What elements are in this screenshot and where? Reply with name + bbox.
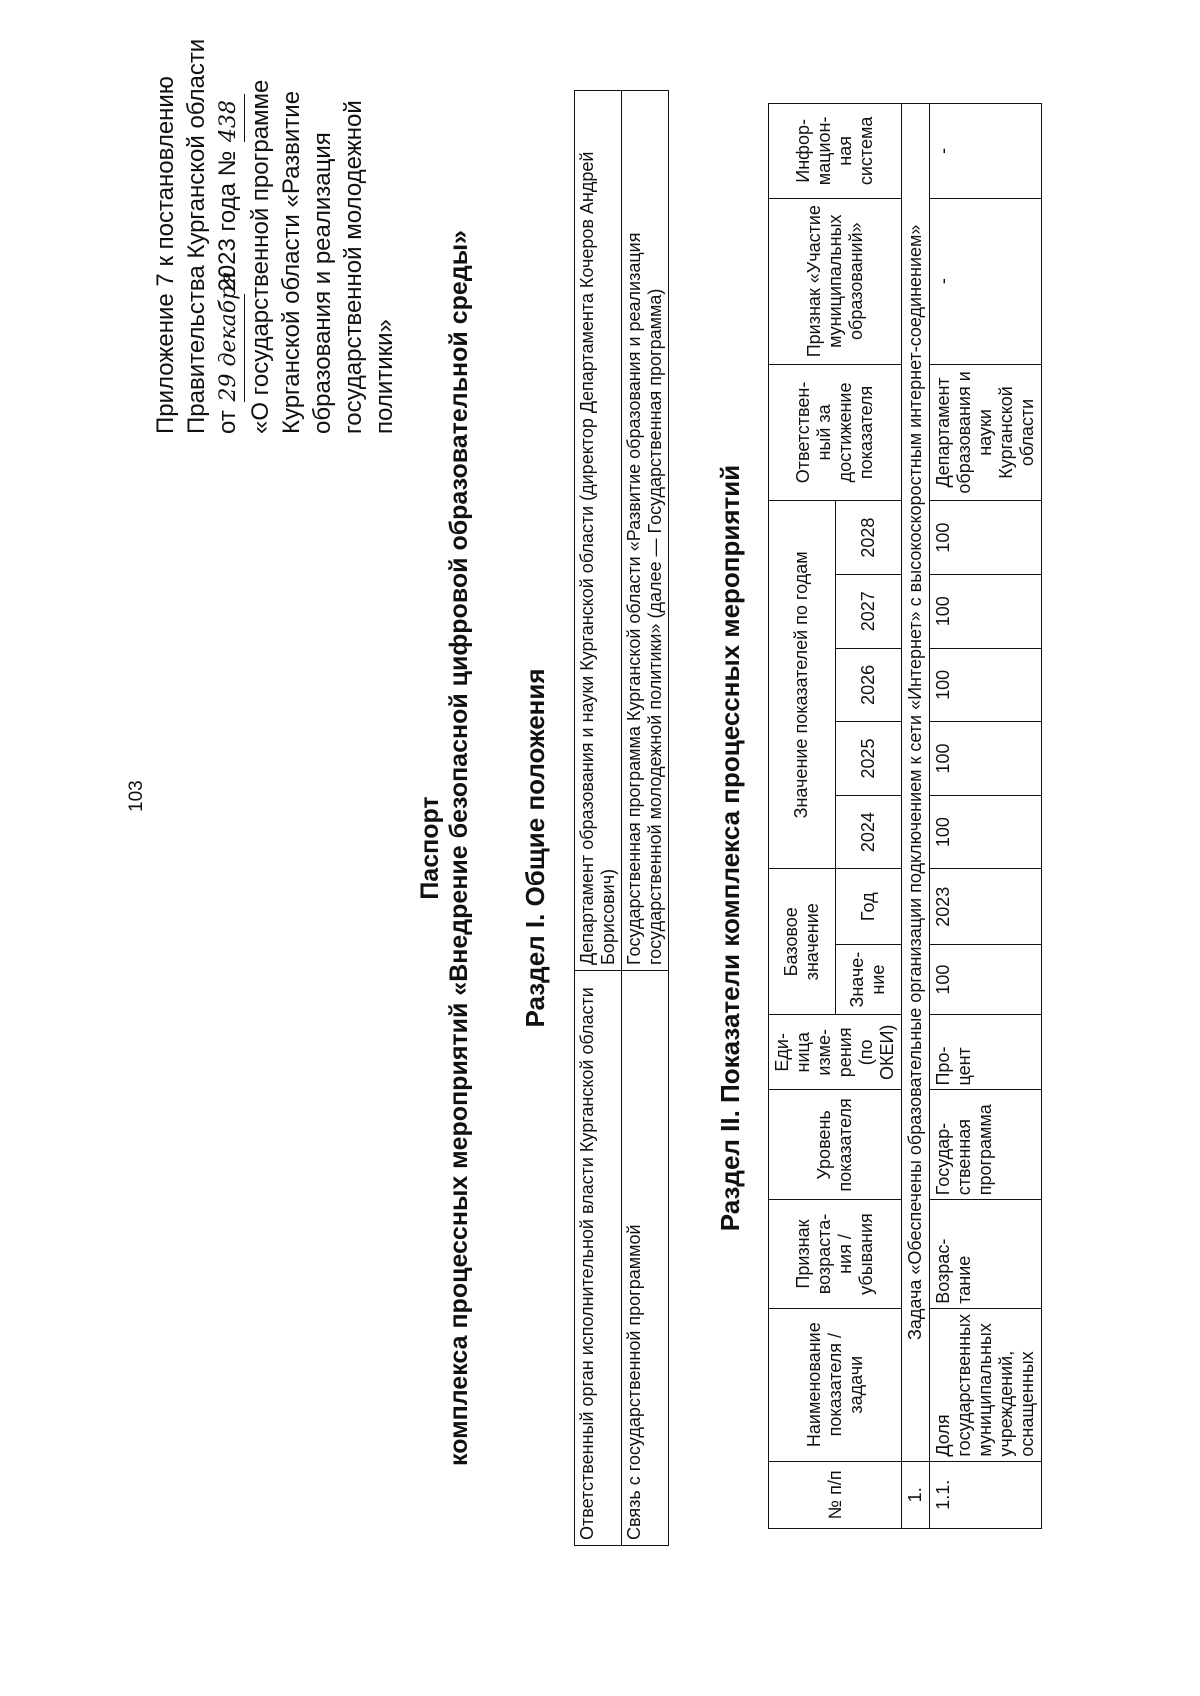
- cell-base-value: 100: [930, 945, 1042, 1015]
- appendix-line-8: политики»: [371, 319, 398, 434]
- appendix-line-2: Правительства Курганской области: [183, 38, 210, 434]
- appendix-header: [150, 34, 400, 434]
- indicators-table: [768, 103, 1042, 1529]
- general-provisions-table: [574, 90, 669, 1546]
- task-row: [902, 104, 930, 1529]
- col-year: 2026: [835, 648, 902, 722]
- col-unit: Еди-ница изме-рения (по ОКЕИ): [769, 1015, 902, 1090]
- table-row: [622, 91, 669, 1546]
- col-by-years: Значение показателей по годам: [769, 501, 836, 869]
- appendix-from: от: [214, 410, 241, 434]
- appendix-line-4: «О государственной программе: [247, 79, 274, 434]
- row-label: Связь с государственной программой: [622, 971, 669, 1546]
- col-year: 2027: [835, 574, 902, 648]
- cell-responsible: Департамент образования и науки Курганской области: [930, 364, 1042, 501]
- header-row: [769, 104, 836, 1529]
- cell-direction: Возрас-тание: [930, 1200, 1042, 1308]
- document-subtitle: комплекса процессных мероприятий «Внедрение безопасной цифровой образовательной среды»: [445, 230, 473, 1466]
- cell-unit: Про-цент: [930, 1015, 1042, 1090]
- col-number: № п/п: [769, 1461, 902, 1528]
- col-year: 2025: [835, 722, 902, 796]
- col-base-value: Значе-ние: [835, 945, 902, 1015]
- table-row: [930, 104, 1042, 1529]
- row-value: Департамент образования и науки Курганской области (директор Департамента Кочеров Андрей Борисович): [575, 91, 622, 971]
- row-label: Ответственный орган исполнительной власти Курганской области: [575, 971, 622, 1546]
- cell-year-value: 100: [930, 574, 1042, 648]
- cell-name: Доля государственных муниципальных учреждений, оснащенных: [930, 1308, 1042, 1461]
- cell-level: Государ-ственная программа: [930, 1090, 1042, 1200]
- handwritten-date: 29 декабря: [213, 294, 245, 402]
- table-row: [575, 91, 622, 1546]
- page-number: 103: [126, 780, 147, 812]
- col-info-system: Инфор-мацион-ная система: [769, 104, 902, 199]
- appendix-line-7: государственной молодежной: [340, 100, 367, 434]
- cell-year-value: 100: [930, 795, 1042, 869]
- cell-number: 1.1.: [930, 1461, 1042, 1528]
- task-number: 1.: [902, 1461, 930, 1528]
- document-title: Паспорт: [416, 796, 444, 900]
- section-1-heading: Раздел I. Общие положения: [520, 668, 550, 1028]
- col-year: 2028: [835, 501, 902, 575]
- col-base: Базовое значение: [769, 869, 836, 1015]
- col-base-year: Год: [835, 869, 902, 945]
- row-value: Государственная программа Курганской области «Развитие образования и реализация государственной молодежной политики» (далее — Государственная программа): [622, 91, 669, 971]
- col-responsible: Ответствен-ный за достижение показателя: [769, 364, 902, 501]
- appendix-line-1: Приложение 7 к постановлению: [152, 76, 179, 434]
- handwritten-number: 438: [213, 94, 245, 142]
- appendix-line-6: образования и реализация: [309, 132, 336, 434]
- section-2-heading: Раздел II. Показатели комплекса процессных мероприятий: [715, 464, 745, 1232]
- cell-year-value: 100: [930, 501, 1042, 575]
- cell-year-value: 100: [930, 722, 1042, 796]
- appendix-line-5: Курганской области «Развитие: [278, 90, 305, 434]
- col-municipal-sign: Признак «Участие муниципальных образований»: [769, 198, 902, 364]
- appendix-line-3: [212, 34, 245, 434]
- appendix-year-label: 2023 года №: [214, 150, 241, 292]
- col-direction: Признак возраста-ния / убывания: [769, 1200, 902, 1308]
- cell-municipal-sign: -: [930, 198, 1042, 364]
- col-year: 2024: [835, 795, 902, 869]
- cell-base-year: 2023: [930, 869, 1042, 945]
- col-name: Наименование показателя / задачи: [769, 1308, 902, 1461]
- task-text: Задача «Обеспечены образовательные организации подключением к сети «Интернет» с высокоскоростным интернет-соединением»: [902, 104, 930, 1462]
- col-level: Уровень показателя: [769, 1090, 902, 1200]
- cell-year-value: 100: [930, 648, 1042, 722]
- cell-info-system: -: [930, 104, 1042, 199]
